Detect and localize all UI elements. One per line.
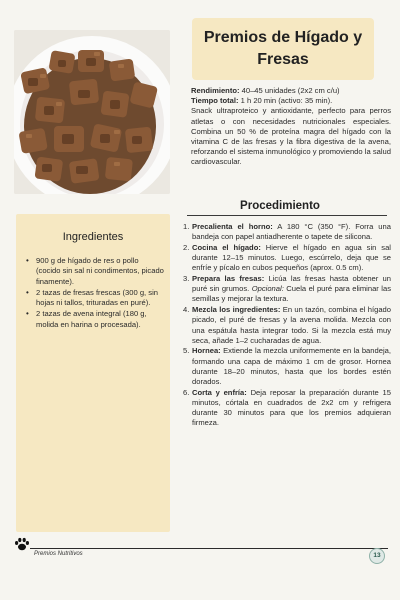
recipe-title: Premios de Hígado y Fresas	[203, 29, 363, 68]
step-text: Hierve el hígado en agua sin sal durante 12–15 minutos. Luego, escúrrelo, deja que se enfríe y pícalo en cubos pequeños (aprox. 0.5 cm).	[192, 242, 391, 273]
procedure-step	[183, 346, 391, 387]
footer-divider	[30, 548, 388, 549]
treats-bowl-image	[14, 30, 170, 194]
step-label: Corta y enfría:	[192, 387, 247, 397]
ingredients-list	[24, 256, 164, 331]
recipe-description: Snack ultraproteico y antioxidante, perfecto para perros atletas o con necesidades nutricionales especiales. Combina un 50 % de proteína magra del hígado con la vitamina C de las fresas y la fibra digestiva de la avena, reforzando el sistema inmunológico y promoviendo la salud cardiovascular.	[191, 106, 391, 167]
page-number-badge: 13	[369, 548, 385, 564]
procedure-step	[183, 388, 391, 429]
procedure-step	[183, 243, 391, 274]
footer-label: Premios Nutritivos	[34, 551, 83, 557]
step-text: En un tazón, combina el hígado picado, el puré de fresas y la avena molida. Mezcla con una espátula hasta integrar todo. Si la mezcla está muy seca, añade 1–2 cucharadas de agua.	[192, 305, 391, 345]
time-label: Tiempo total:	[191, 96, 239, 106]
procedure-steps	[183, 222, 391, 429]
ingredients-heading: Ingredientes	[62, 231, 124, 243]
step-label: Prepara las fresas:	[192, 274, 265, 284]
step-number: 2.	[183, 242, 190, 252]
ingredient-item: • 900 g de hígado de res o pollo (cocido sin sal ni condimentos, picado finamente).	[24, 256, 164, 287]
procedure-step	[183, 305, 391, 346]
procedure-divider	[187, 215, 387, 216]
recipe-info	[191, 86, 391, 168]
treats-photo	[14, 30, 170, 194]
procedure-step	[183, 274, 391, 305]
title-banner	[192, 18, 374, 80]
yield-label: Rendimiento:	[191, 86, 240, 95]
step-number: 5.	[183, 346, 190, 356]
ingredient-item: • 2 tazas de avena integral (180 g, molida en harina o procesada).	[24, 309, 164, 330]
yield-value: 40–45 unidades (2x2 cm c/u)	[241, 86, 340, 95]
procedure-step	[183, 222, 391, 242]
paw-icon	[14, 537, 30, 551]
yield-line	[191, 86, 391, 96]
step-label: Hornea:	[192, 346, 221, 356]
step-number: 3.	[183, 274, 190, 284]
time-line	[191, 96, 391, 106]
ingredients-panel	[16, 214, 170, 532]
step-number: 6.	[183, 387, 190, 397]
step-label: Cocina el hígado:	[192, 242, 261, 252]
step-text: A 180 °C (350 °F). Forra una bandeja con papel antiadherente o tapete de silicona.	[192, 222, 391, 242]
step-label: Mezcla los ingredientes:	[192, 305, 281, 315]
step-label: Precalienta el horno:	[192, 222, 273, 231]
ingredient-item: • 2 tazas de fresas frescas (300 g, sin hojas ni tallos, trituradas en puré).	[24, 288, 164, 309]
step-number: 4.	[183, 305, 190, 315]
step-text: Deja reposar la preparación durante 15 minutos, córtala en cuadrados de 2x2 cm y refrigera durante 30 minutos para que los premios adquieran firmeza.	[192, 387, 391, 428]
time-value: 1 h 20 min (activo: 35 min).	[240, 96, 333, 106]
step-text: Licúa las fresas hasta obtener un puré sin grumos.	[192, 274, 391, 294]
step-text: Extiende la mezcla uniformemente en la bandeja, formando una capa de máximo 1 cm de grosor. Hornea durante 18–20 minutos, hasta que los bordes estén dorados.	[192, 346, 391, 387]
step-optional-label: Opcional:	[251, 284, 284, 294]
procedure-heading: Procedimiento	[240, 200, 320, 212]
step-text-extra: Cuela el puré para eliminar las semillas y mejorar la textura.	[192, 284, 391, 304]
step-number: 1.	[183, 222, 190, 231]
